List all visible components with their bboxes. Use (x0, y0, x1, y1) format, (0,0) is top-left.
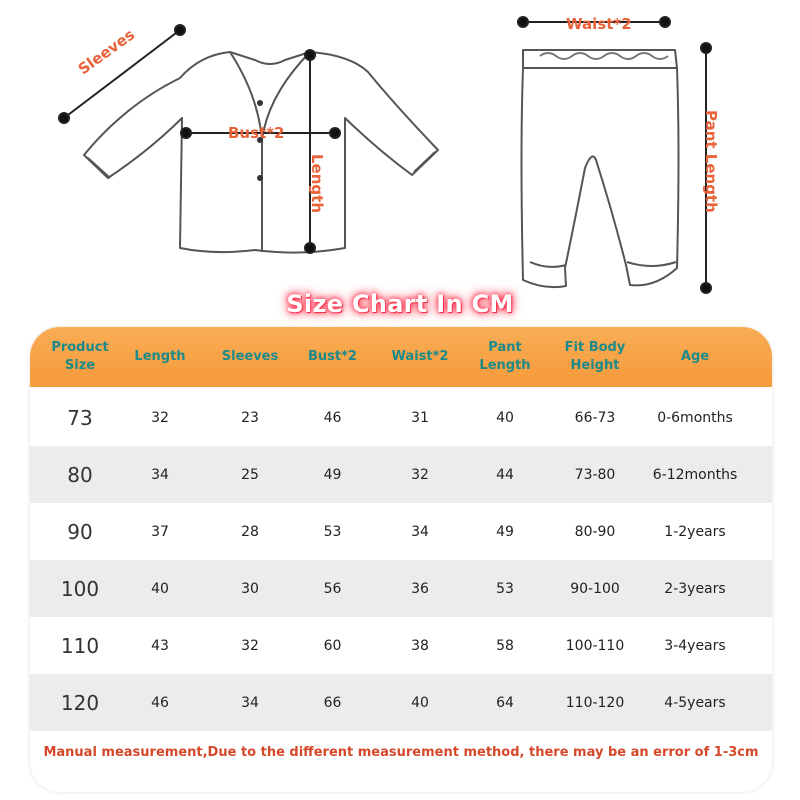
cell-bust: 46 (323, 409, 342, 426)
table-row (30, 617, 772, 674)
cell-waist: 31 (411, 409, 429, 426)
cell-size: 90 (67, 519, 93, 544)
cell-age: 3-4years (664, 637, 726, 654)
header-pant-length: Pant Length (479, 340, 531, 373)
cell-height: 110-120 (565, 694, 625, 711)
cell-pant: 49 (496, 523, 514, 540)
cell-length: 34 (151, 466, 169, 483)
cell-waist: 34 (411, 523, 429, 540)
table-header (30, 327, 772, 387)
cell-age: 2-3years (664, 580, 726, 597)
cell-sleeves: 23 (241, 409, 259, 426)
cell-waist: 36 (411, 580, 429, 597)
garment-illustrations (0, 0, 800, 300)
cell-size: 80 (67, 462, 93, 487)
footnote: Manual measurement,Due to the different measurement method, there may be an error of 1-3cm (43, 745, 759, 760)
cell-age: 4-5years (664, 694, 726, 711)
cell-size: 110 (60, 633, 100, 658)
cell-length: 37 (151, 523, 169, 540)
cell-size: 73 (67, 405, 93, 430)
header-age: Age (680, 349, 710, 364)
cell-length: 43 (151, 637, 169, 654)
cell-height: 100-110 (565, 637, 625, 654)
cell-height: 80-90 (574, 523, 616, 540)
cell-bust: 53 (323, 523, 342, 540)
cell-pant: 58 (496, 637, 514, 654)
pant-length-label: Pant Length (702, 110, 720, 213)
table-row (30, 446, 772, 503)
table-row (30, 389, 772, 446)
cell-age: 0-6months (657, 409, 733, 426)
size-table (30, 327, 772, 792)
cell-bust: 66 (323, 694, 342, 711)
cell-length: 32 (151, 409, 169, 426)
cell-bust: 49 (323, 466, 342, 483)
cell-waist: 32 (411, 466, 429, 483)
cell-waist: 40 (411, 694, 429, 711)
cell-age: 1-2years (664, 523, 726, 540)
header-bust: Bust*2 (308, 349, 357, 364)
bust-label: Bust*2 (228, 124, 285, 142)
cell-bust: 56 (323, 580, 342, 597)
cell-sleeves: 32 (241, 637, 259, 654)
cell-size: 120 (60, 690, 100, 715)
cell-sleeves: 30 (241, 580, 259, 597)
header-sleeves: Sleeves (221, 349, 279, 364)
cell-sleeves: 28 (241, 523, 259, 540)
cell-sleeves: 25 (241, 466, 259, 483)
header-fit-body-height: Fit Body Height (564, 340, 626, 373)
cell-length: 46 (151, 694, 169, 711)
header-product-size: Product Size (51, 340, 109, 373)
cell-age: 6-12months (652, 466, 738, 483)
table-row (30, 503, 772, 560)
cell-pant: 64 (496, 694, 514, 711)
table-row (30, 674, 772, 731)
pants-outline (522, 50, 679, 287)
table-row (30, 560, 772, 617)
header-waist: Waist*2 (391, 349, 449, 364)
cell-waist: 38 (411, 637, 429, 654)
cell-pant: 53 (496, 580, 514, 597)
cell-size: 100 (60, 576, 100, 601)
cell-height: 90-100 (570, 580, 620, 597)
cell-pant: 40 (496, 409, 514, 426)
jacket-outline (84, 52, 438, 253)
cell-sleeves: 34 (241, 694, 259, 711)
chart-title: Size Chart In CM (286, 290, 514, 318)
cell-height: 66-73 (574, 409, 616, 426)
length-label: Length (308, 154, 326, 213)
waist-label: Waist*2 (566, 15, 632, 33)
sleeves-label: Sleeves (74, 25, 139, 79)
cell-length: 40 (151, 580, 169, 597)
header-length: Length (134, 349, 186, 364)
cell-pant: 44 (496, 466, 514, 483)
cell-height: 73-80 (574, 466, 616, 483)
cell-bust: 60 (323, 637, 342, 654)
